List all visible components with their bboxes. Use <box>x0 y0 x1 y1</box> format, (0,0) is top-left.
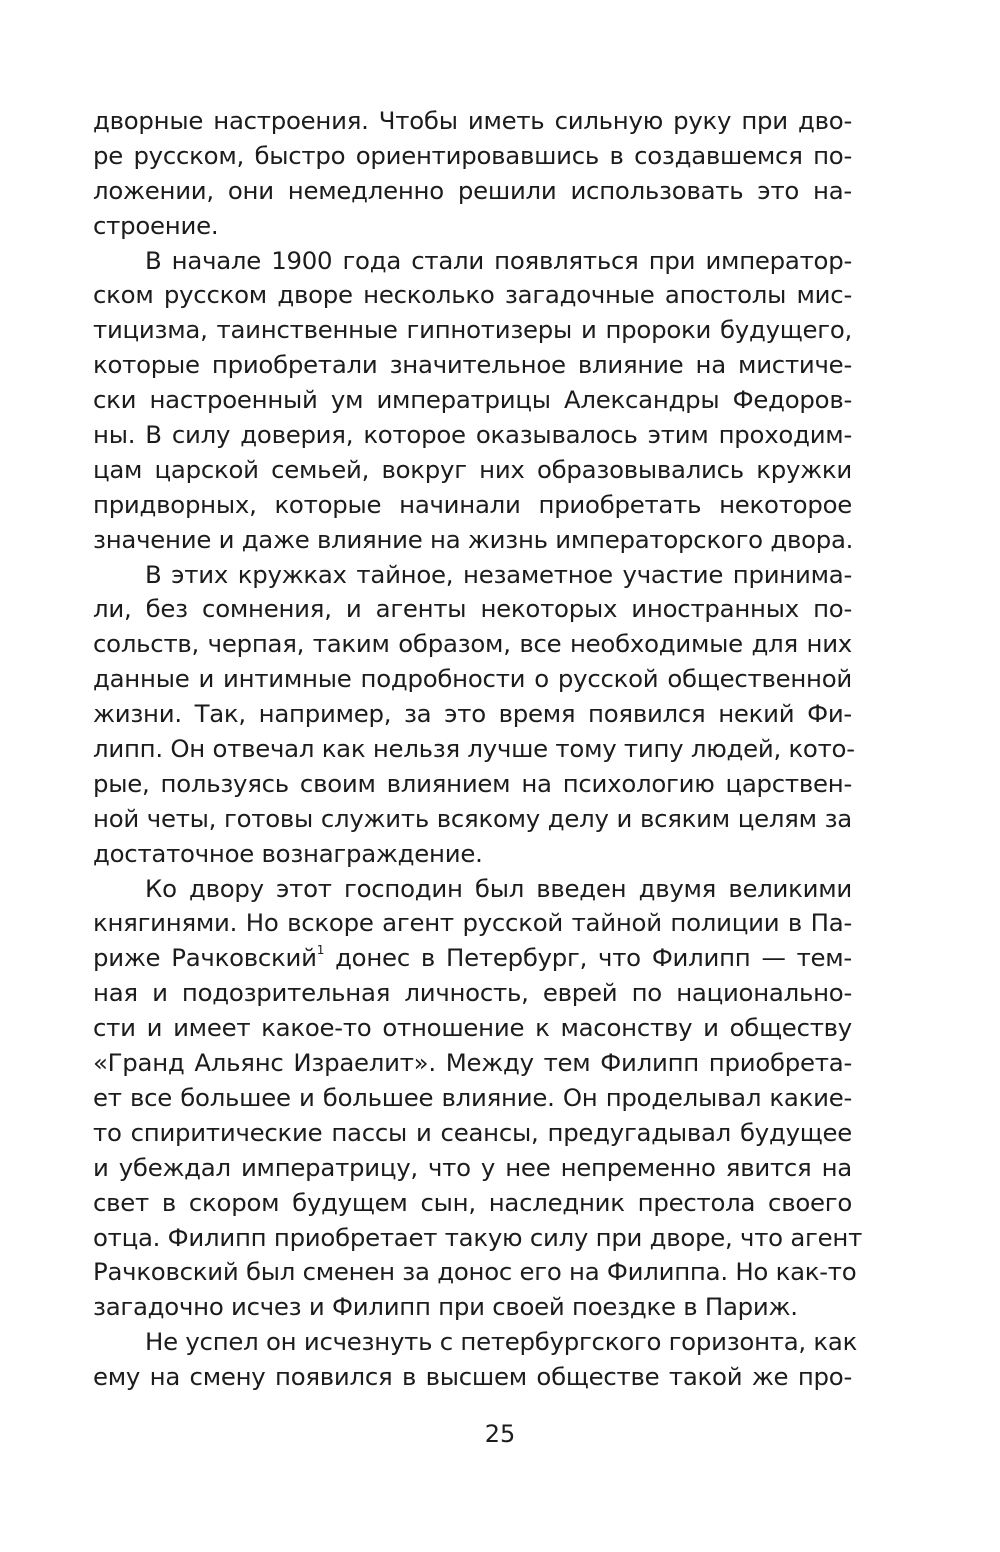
text-line: ском русском дворе несколько загадочные апостолы мис- <box>93 280 852 310</box>
text-line: жизни. Так, например, за это время появился некий Фи- <box>93 699 852 729</box>
text-line: сти и имеет какое-то отношение к масонству и обществу <box>93 1013 852 1043</box>
text-line: В начале 1900 года стали появляться при император- <box>145 245 852 275</box>
paragraph <box>93 104 852 244</box>
text-line: Ко двору этот господин был введен двумя великими <box>145 873 852 903</box>
paragraph <box>93 872 863 1326</box>
text-line: придворных, которые начинали приобретать некоторое <box>93 489 852 519</box>
text-line: ему на смену появился в высшем обществе такой же про- <box>93 1362 852 1392</box>
text-line: княгинями. Но вскоре агент русской тайной полиции в Па- <box>93 908 852 938</box>
text-line: Рачковский был сменен за донос его на Филиппа. Но как-то <box>93 1257 857 1287</box>
text-line: достаточное вознаграждение. <box>93 838 483 868</box>
text-line: данные и интимные подробности о русской общественной <box>93 664 852 694</box>
text-line: свет в скором будущем сын, наследник престола своего <box>93 1187 852 1217</box>
text-line: сольств, черпая, таким образом, все необходимые для них <box>93 629 852 659</box>
text-line: отца. Филипп приобретает такую силу при дворе, что агент <box>93 1222 863 1252</box>
text-line: ны. В силу доверия, которое оказывалось этим проходим- <box>93 420 852 450</box>
text-line: и убеждал императрицу, что у нее непременно явится на <box>93 1152 852 1182</box>
text-line: тицизма, таинственные гипнотизеры и пророки будущего, <box>93 315 852 345</box>
paragraph <box>93 1325 858 1395</box>
page-text <box>93 104 863 1395</box>
paragraph <box>93 558 855 872</box>
text-line: липп. Он отвечал как нельзя лучше тому типу людей, кото- <box>93 734 855 764</box>
text-line: рые, пользуясь своим влиянием на психологию царствен- <box>93 768 852 798</box>
text-line <box>93 941 852 976</box>
text-line: которые приобретали значительное влияние на мистиче- <box>93 350 852 380</box>
text-segment: риже Рачковский <box>93 943 317 973</box>
text-line: ложении, они немедленно решили использовать это на- <box>93 175 852 205</box>
text-line: то спиритические пассы и сеансы, предугадывал будущее <box>93 1117 852 1147</box>
paragraph <box>93 244 852 558</box>
page-number: 25 <box>484 1420 516 1448</box>
text-line: значение и даже влияние на жизнь императорского двора. <box>93 524 854 554</box>
text-line: ная и подозрительная личность, еврей по национально- <box>93 978 852 1008</box>
text-line: загадочно исчез и Филипп при своей поездке в Париж. <box>93 1292 798 1322</box>
text-line: В этих кружках тайное, незаметное участие принима- <box>145 559 852 589</box>
text-line: ли, без сомнения, и агенты некоторых иностранных по- <box>93 594 852 624</box>
text-line: Не успел он исчезнуть с петербургского горизонта, как <box>145 1327 858 1357</box>
text-line: дворные настроения. Чтобы иметь сильную руку при дво- <box>93 106 852 135</box>
text-line: цам царской семьей, вокруг них образовывались кружки <box>93 454 852 484</box>
text-line: строение. <box>93 210 219 240</box>
footnote-marker: 1 <box>316 943 325 958</box>
text-line: ной четы, готовы служить всякому делу и всяким целям за <box>93 803 852 833</box>
text-line: ре русском, быстро ориентировавшись в создавшемся по- <box>93 140 852 170</box>
text-segment: донес в Петербург, что Филипп — тем- <box>324 943 852 973</box>
text-line: ет все большее и большее влияние. Он проделывал какие- <box>93 1082 852 1112</box>
text-line: ски настроенный ум императрицы Александры Федоров- <box>93 385 852 415</box>
text-line: «Гранд Альянс Израелит». Между тем Филипп приобрета- <box>93 1048 852 1078</box>
